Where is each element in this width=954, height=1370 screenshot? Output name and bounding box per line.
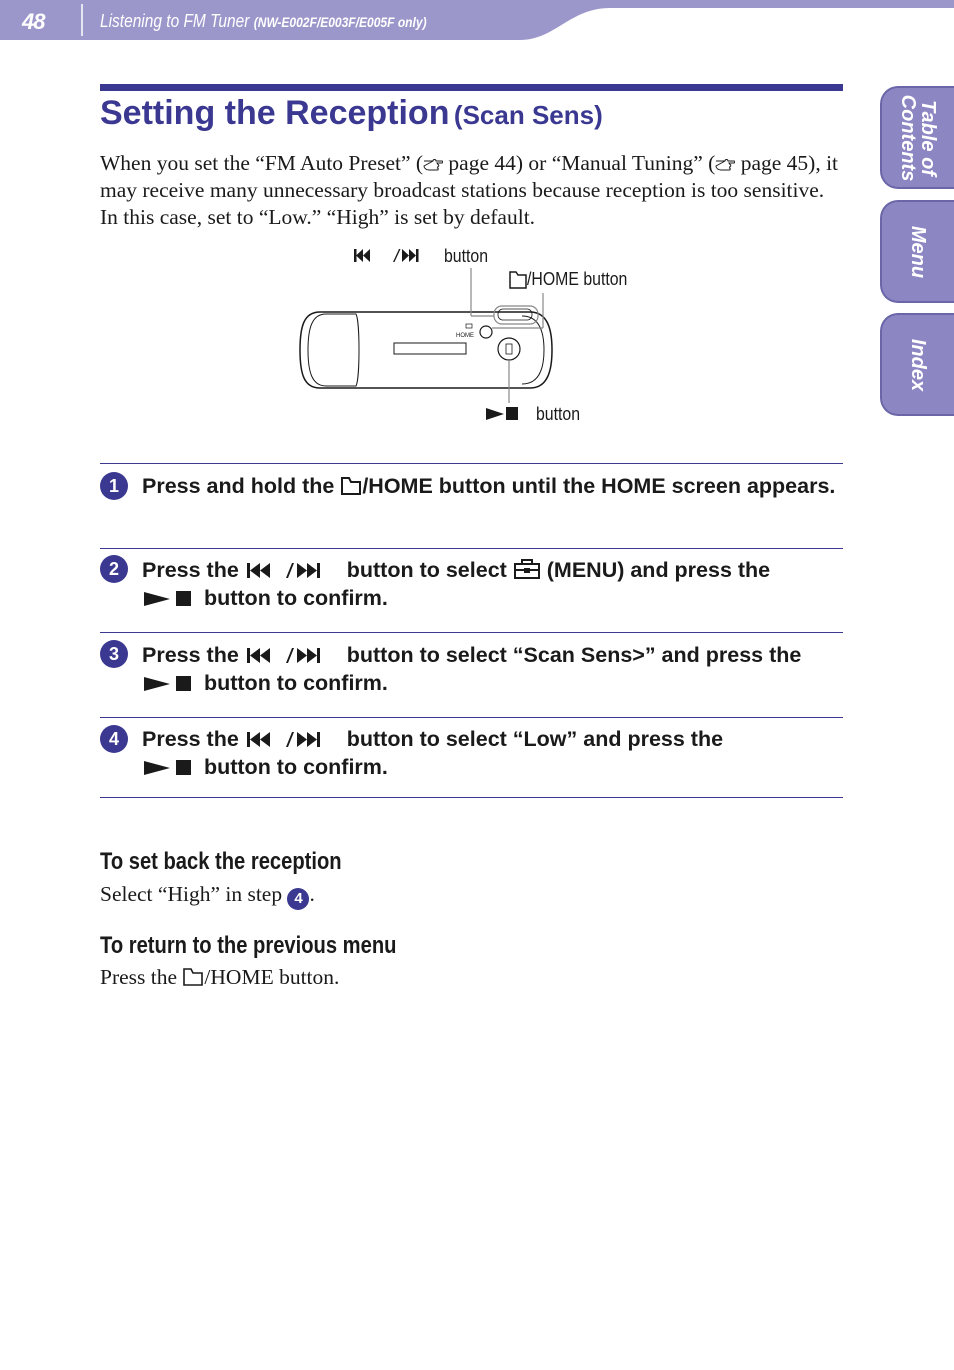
tab-table-of-contents-label <box>898 94 938 181</box>
step-4-text-b: button to select “Low” and press the <box>340 727 724 751</box>
set-back-heading: To set back the reception <box>100 848 342 875</box>
intro-part3: page 45), it may receive many unnecessary broadcast stations because reception is too sensitive. In this case, set to “Low.” “High” is set by default. <box>100 151 839 229</box>
step-text <box>142 641 842 697</box>
page-title-sub: (Scan Sens) <box>453 100 603 130</box>
return-menu-text-b: /HOME button. <box>204 965 340 989</box>
intro-part2: page 44) or “Manual Tuning” ( <box>443 151 716 175</box>
step-2-text-c: (MENU) and press the <box>540 558 771 582</box>
page-number: 48 <box>22 9 45 34</box>
play-stop-icon <box>142 757 198 777</box>
pointing-hand-icon <box>423 156 443 172</box>
play-button-label: button <box>536 404 581 424</box>
step-divider <box>100 548 843 549</box>
step-divider <box>100 463 843 464</box>
step-number: 1 <box>100 472 128 500</box>
folder-icon <box>182 967 204 987</box>
tab-menu[interactable] <box>880 200 954 303</box>
folder-icon <box>510 272 526 288</box>
step-text <box>142 472 842 500</box>
step-divider <box>100 632 843 633</box>
set-back-text-b: . <box>309 882 315 906</box>
return-menu-body <box>100 965 339 990</box>
prev-next-icon <box>354 249 419 262</box>
step-number: 4 <box>100 725 128 753</box>
prev-next-icon <box>245 645 341 665</box>
step-ref-badge: 4 <box>287 888 309 910</box>
steps-bottom-rule <box>100 797 843 798</box>
device-home-text: HOME <box>456 333 474 339</box>
step-3-text-a: Press the <box>142 643 245 667</box>
header-title <box>100 11 427 32</box>
tab-menu-label: Menu <box>907 225 929 278</box>
home-button-label: /HOME button <box>527 269 628 289</box>
step-2-text-b: button to select <box>340 558 513 582</box>
tab-toc-line2: Contents <box>897 94 919 181</box>
step-3-text-b: button to select “Scan Sens>” and press the <box>340 643 802 667</box>
step-2-text-a: Press the <box>142 558 245 582</box>
step-3-text-c: button to confirm. <box>198 671 388 695</box>
page-title-main: Setting the Reception <box>100 94 450 132</box>
play-stop-icon <box>142 588 198 608</box>
set-back-text-a: Select “High” in step <box>100 882 288 906</box>
step-number: 2 <box>100 555 128 583</box>
header-title-suffix: (NW-E002F/E003F/E005F only) <box>253 14 427 30</box>
prev-next-icon <box>245 560 341 580</box>
pointing-hand-icon <box>715 156 735 172</box>
intro-paragraph <box>100 150 845 231</box>
skip-button-label: button <box>444 246 489 266</box>
step-divider <box>100 717 843 718</box>
folder-icon <box>340 476 362 496</box>
step-1-text-b: /HOME button until the HOME screen appears. <box>362 474 836 498</box>
toolbox-icon <box>513 558 541 580</box>
tab-toc-line1: Table of <box>917 99 939 176</box>
device-diagram <box>290 238 660 438</box>
play-stop-icon <box>142 673 198 693</box>
title-rule <box>100 84 843 91</box>
step-2-text-d: button to confirm. <box>198 586 388 610</box>
intro-part1: When you set the “FM Auto Preset” ( <box>100 151 424 175</box>
step-4-text-a: Press the <box>142 727 245 751</box>
header-title-main: Listening to FM Tuner <box>100 11 250 31</box>
set-back-body <box>100 882 315 910</box>
tab-table-of-contents[interactable] <box>880 86 954 189</box>
tab-index[interactable] <box>880 313 954 416</box>
step-4-text-c: button to confirm. <box>198 755 388 779</box>
step-1-text-a: Press and hold the <box>142 474 341 498</box>
tab-index-label: Index <box>907 338 929 391</box>
play-stop-icon <box>486 407 518 420</box>
prev-next-icon <box>245 729 341 749</box>
page-title <box>100 94 603 133</box>
step-text <box>142 725 842 781</box>
step-number: 3 <box>100 640 128 668</box>
device-illustration <box>290 238 660 438</box>
return-menu-heading: To return to the previous menu <box>100 932 397 959</box>
return-menu-text-a: Press the <box>100 965 183 989</box>
step-text <box>142 556 842 612</box>
